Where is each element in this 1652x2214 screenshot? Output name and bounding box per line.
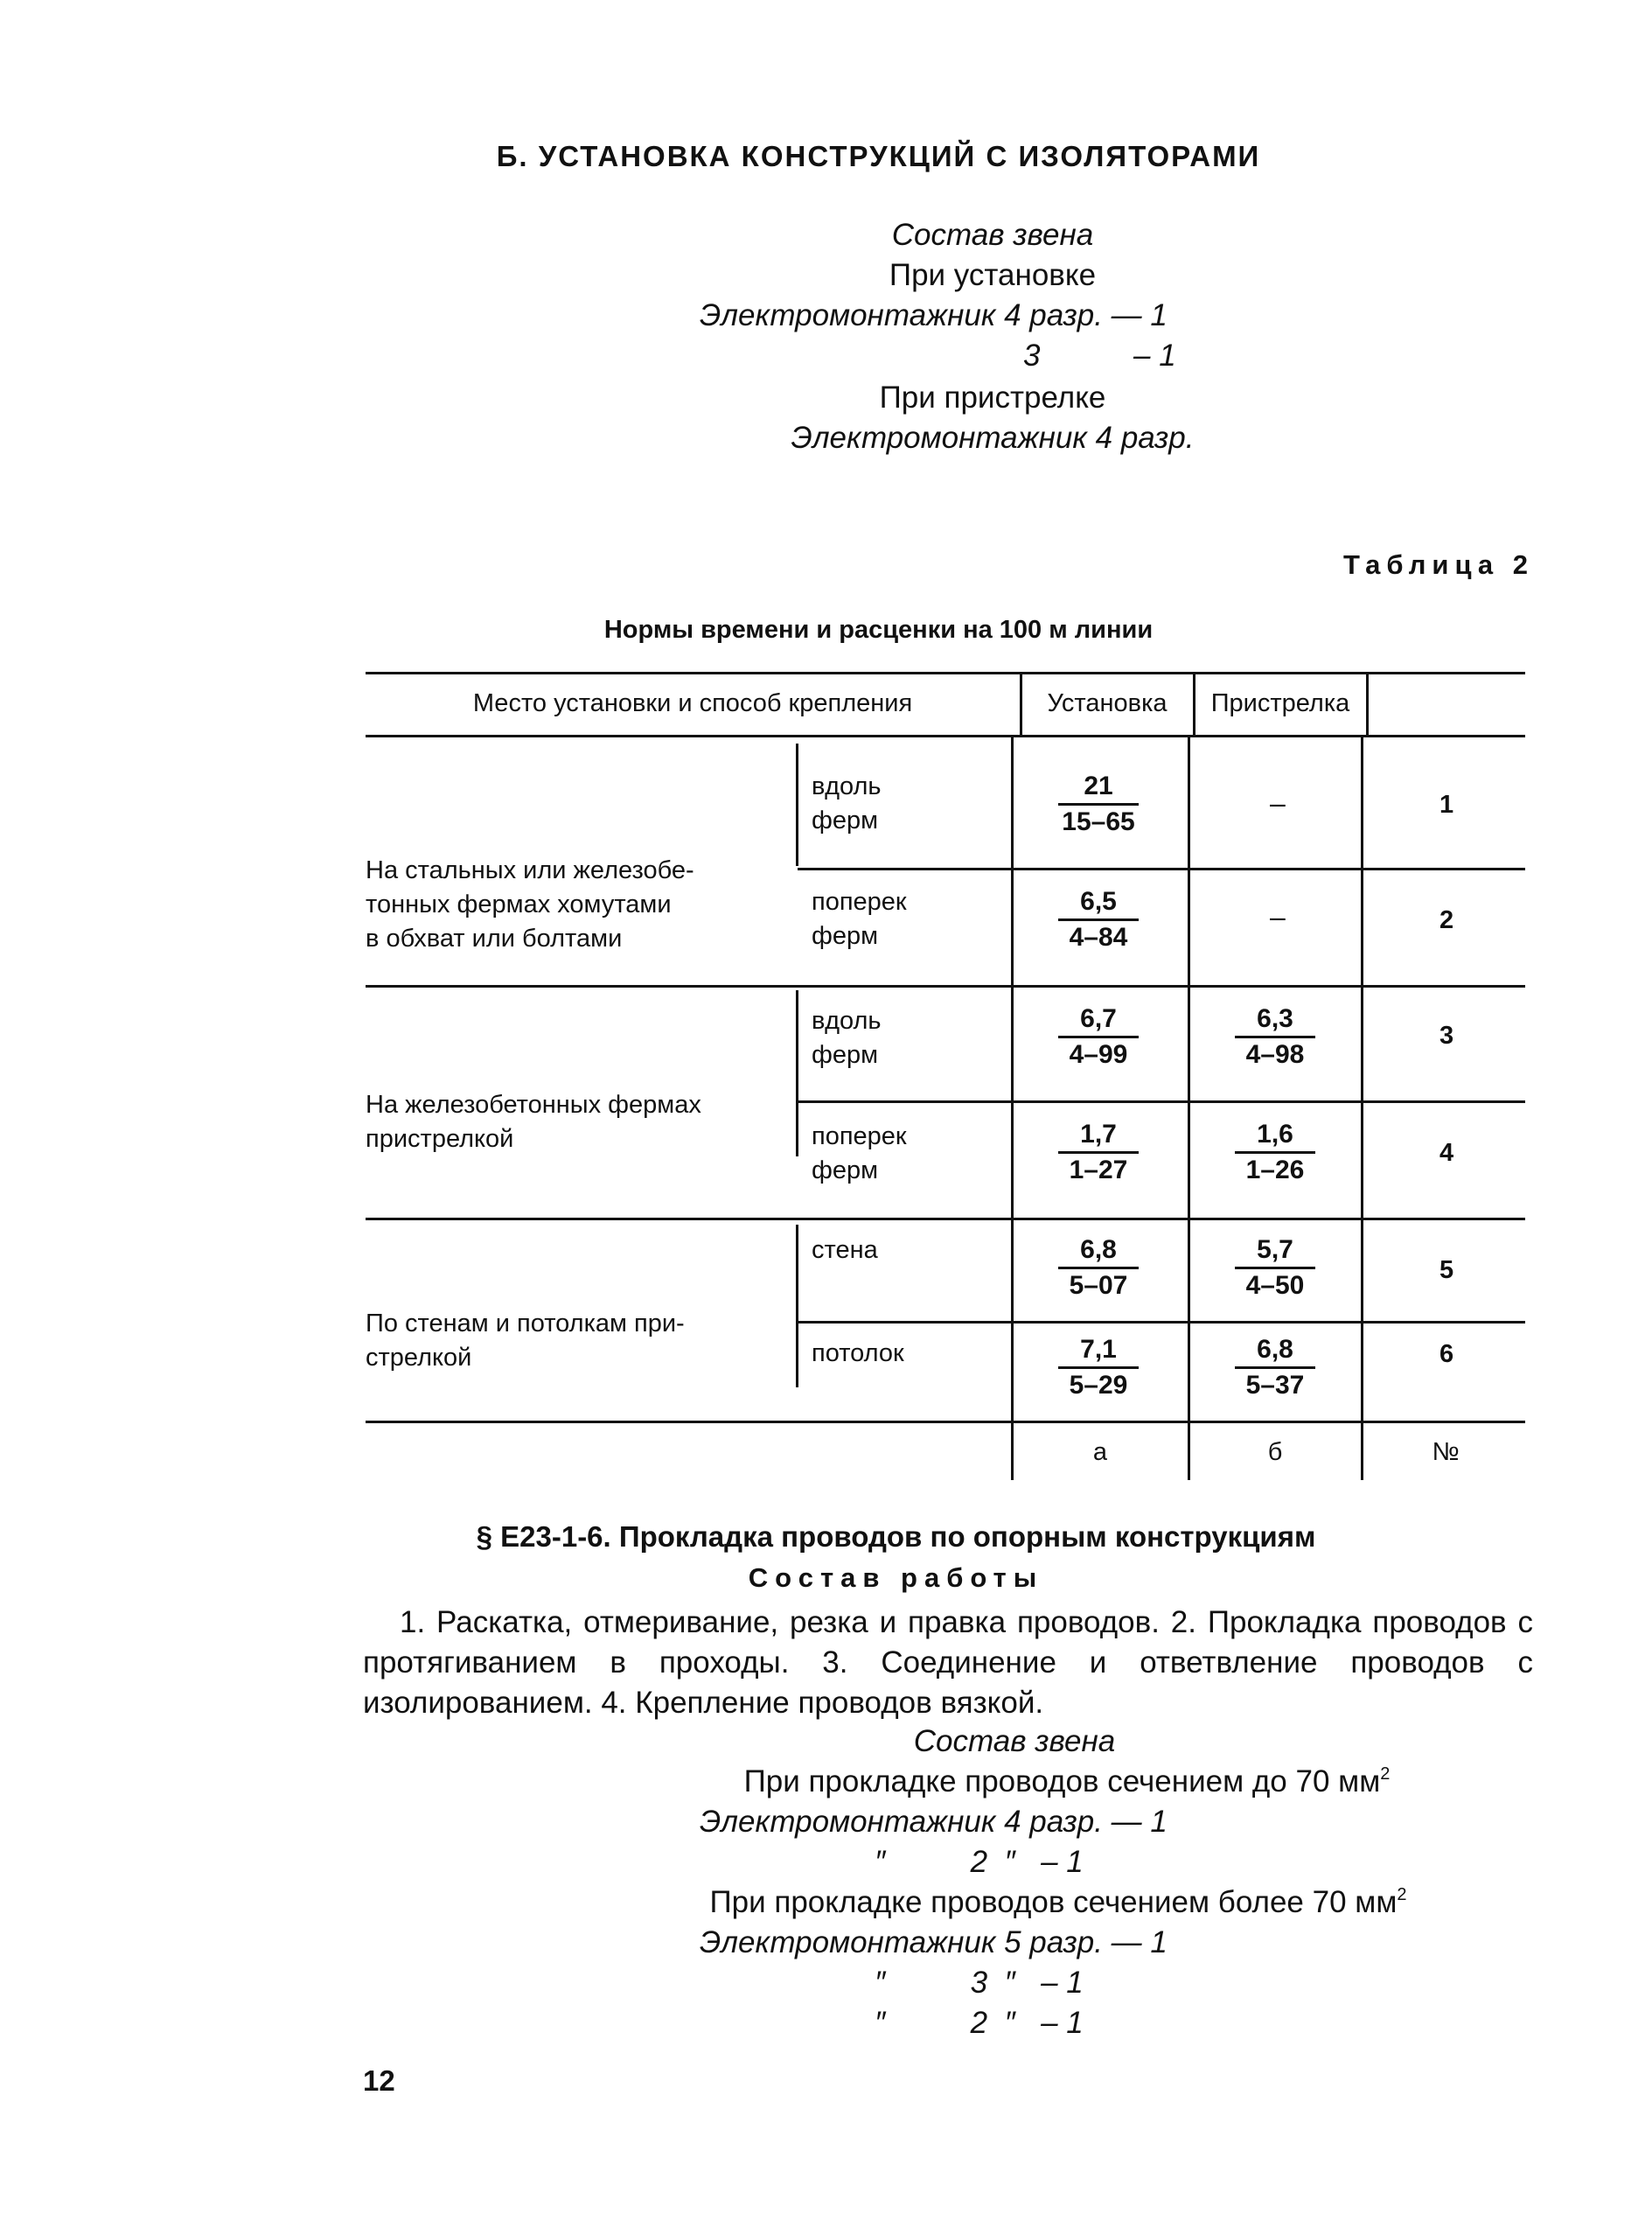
table-caption: Нормы времени и расценки на 100 м линии: [603, 616, 1154, 644]
row-3-number: 3: [1439, 1022, 1454, 1050]
shoot-crew-line: Электромонтажник 4 разр.: [791, 421, 1195, 455]
case2-line-1: Электромонтажник 5 разр. — 1: [700, 1925, 1168, 1959]
group-2-bracket: [796, 990, 798, 1156]
row-6-sub: потолок: [812, 1339, 904, 1367]
row-4-shoot: [1223, 1120, 1328, 1185]
row-3-install-price: 4–99: [1069, 1040, 1128, 1069]
section-e23-title: § Е23-1-6. Прокладка проводов по опорным конструкциям: [476, 1520, 1316, 1553]
row-3-shoot-price: 4–98: [1245, 1040, 1305, 1069]
case2-heading-sup: 2: [1397, 1885, 1407, 1904]
row-3-install-norm: 6,7: [1058, 1004, 1139, 1038]
footer-col-a: а: [1092, 1438, 1108, 1466]
group-1-rule: [366, 985, 1525, 988]
row-5-shoot: [1223, 1235, 1328, 1301]
row-3-sub: вдоль ферм: [812, 1007, 882, 1069]
group-3-bracket: [796, 1225, 798, 1387]
table-header-rule: [366, 735, 1525, 737]
shoot-heading: При пристрелке: [879, 381, 1106, 415]
row-3-rule: [798, 1100, 1525, 1103]
row-2-sub: поперек ферм: [812, 888, 907, 950]
page-number: 12: [363, 2064, 395, 2097]
work-text: [363, 1603, 1533, 1723]
table-label: Таблица 2: [1342, 549, 1534, 580]
col-divider-install: [1011, 737, 1014, 1480]
row-4-shoot-price: 1–26: [1245, 1156, 1305, 1184]
row-3-install: [1046, 1004, 1151, 1070]
install-crew-line-2-grade: 3: [1023, 339, 1041, 373]
row-6-shoot-norm: 6,8: [1235, 1335, 1315, 1369]
row-1-install-norm: 21: [1058, 772, 1139, 806]
row-4-sub: поперек ферм: [812, 1122, 907, 1184]
table-bottom-rule: [366, 1421, 1525, 1423]
crew-heading: Состав звена: [891, 218, 1094, 252]
row-2-number: 2: [1439, 906, 1454, 934]
row-5-install: [1046, 1235, 1151, 1301]
row-6-shoot: [1223, 1335, 1328, 1400]
install-heading: При установке: [889, 258, 1097, 292]
work-text-body: 1. Раскатка, отмеривание, резка и правка проводов. 2. Прокладка проводов с протягиванием в проходы. 3. Соединение и ответвление проводов с изолированием. 4. Крепление проводов вязкой.: [363, 1605, 1533, 1720]
row-3-shoot-norm: 6,3: [1235, 1004, 1315, 1038]
group-2-text: На железобетонных фермах пристрелкой: [366, 1091, 701, 1153]
case1-line-2: ″ 2 ″ – 1: [875, 1845, 1084, 1879]
header-divider-3: [1366, 674, 1369, 737]
row-5-install-price: 5–07: [1069, 1271, 1128, 1300]
row-1-shoot: –: [1270, 787, 1286, 819]
header-shoot: Пристрелка: [1210, 689, 1350, 717]
install-crew-line-1: Электромонтажник 4 разр. — 1: [700, 298, 1168, 332]
group-1-bracket: [796, 744, 798, 866]
row-3-shoot: [1223, 1004, 1328, 1070]
case2-line-3: ″ 2 ″ – 1: [875, 2006, 1084, 2040]
group-3-text: По стенам и потолкам при- стрелкой: [366, 1310, 685, 1372]
row-6-shoot-price: 5–37: [1245, 1371, 1305, 1400]
row-5-shoot-price: 4–50: [1245, 1271, 1305, 1300]
row-4-shoot-norm: 1,6: [1235, 1120, 1315, 1154]
row-4-install-price: 1–27: [1069, 1156, 1128, 1184]
col-divider-num: [1361, 737, 1363, 1480]
row-2-install-norm: 6,5: [1058, 887, 1139, 921]
case2-heading: [560, 1882, 1557, 1922]
section-b-title: Б. УСТАНОВКА КОНСТРУКЦИЙ С ИЗОЛЯТОРАМИ: [496, 140, 1261, 172]
col-divider-shoot: [1188, 737, 1190, 1480]
work-heading: Состав работы: [748, 1562, 1044, 1593]
case2-heading-text: При прокладке проводов сечением более 70 мм: [709, 1885, 1398, 1919]
row-1-number: 1: [1439, 791, 1454, 819]
row-1-sub: вдоль ферм: [812, 772, 882, 835]
case1-line-1: Электромонтажник 4 разр. — 1: [700, 1805, 1168, 1839]
footer-col-n: №: [1432, 1438, 1460, 1466]
case1-heading: [586, 1762, 1548, 1801]
group-1-text: На стальных или железобе- тонных фермах хомутами в обхват или болтами: [366, 856, 694, 953]
case1-heading-sup: 2: [1380, 1764, 1391, 1784]
table-top-rule: [366, 672, 1525, 674]
row-1-rule: [798, 868, 1525, 870]
row-5-shoot-norm: 5,7: [1235, 1235, 1315, 1269]
row-5-rule: [798, 1321, 1525, 1324]
install-crew-line-2-count: – 1: [1133, 339, 1176, 373]
case1-heading-text: При прокладке проводов сечением до 70 мм: [743, 1764, 1381, 1798]
footer-col-b: б: [1267, 1438, 1283, 1466]
case2-line-2: ″ 3 ″ – 1: [875, 1966, 1084, 2000]
row-6-number: 6: [1439, 1340, 1454, 1368]
group-2-rule: [366, 1218, 1525, 1220]
row-6-install-price: 5–29: [1069, 1371, 1128, 1400]
e23-crew-heading: Состав звена: [913, 1724, 1116, 1758]
row-1-install-price: 15–65: [1062, 807, 1135, 836]
row-5-install-norm: 6,8: [1058, 1235, 1139, 1269]
row-2-install: [1046, 887, 1151, 953]
row-6-install-norm: 7,1: [1058, 1335, 1139, 1369]
row-4-install-norm: 1,7: [1058, 1120, 1139, 1154]
row-5-number: 5: [1439, 1256, 1454, 1284]
row-4-number: 4: [1439, 1139, 1454, 1167]
row-4-install: [1046, 1120, 1151, 1185]
row-5-sub: стена: [812, 1236, 878, 1264]
header-place: Место установки и способ крепления: [472, 689, 913, 717]
row-2-install-price: 4–84: [1069, 923, 1128, 952]
row-6-install: [1046, 1335, 1151, 1400]
row-1-install: [1046, 772, 1151, 837]
header-install: Установка: [1047, 689, 1168, 717]
row-2-shoot: –: [1270, 901, 1286, 932]
